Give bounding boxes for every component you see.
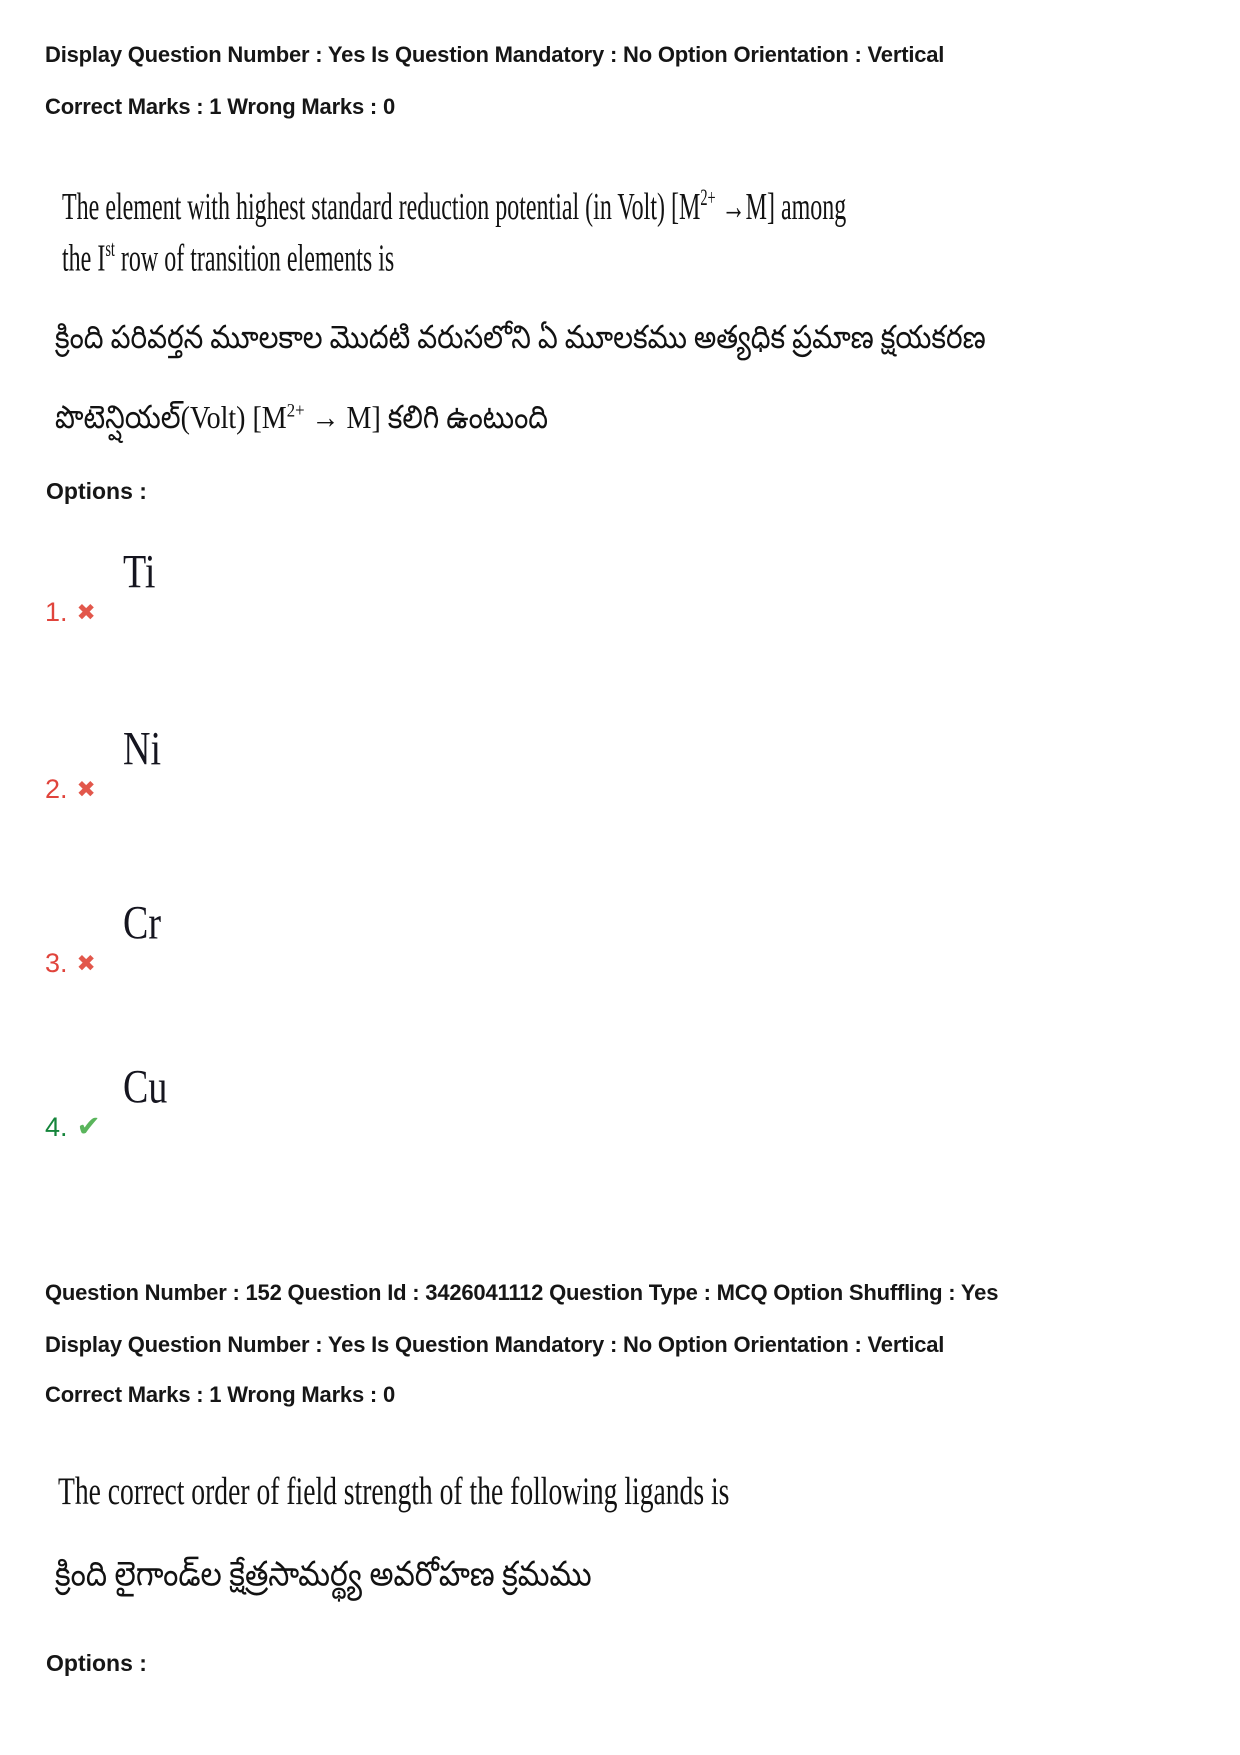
question-text-english (62, 182, 846, 284)
option-number: 1. (45, 597, 68, 627)
option-number: 4. (45, 1112, 68, 1142)
question-text-line (62, 182, 846, 233)
question-text-segment: row of transition elements is (114, 237, 395, 280)
superscript-text: 2+ (700, 184, 716, 211)
option-number: 2. (45, 774, 68, 804)
cross-icon: ✖ (76, 776, 96, 802)
option-3 (45, 896, 161, 979)
question-meta-line: Correct Marks : 1 Wrong Marks : 0 (45, 94, 395, 119)
option-4 (45, 1060, 167, 1143)
question-meta-line: Display Question Number : Yes Is Question Mandatory : No Option Orientation : Vertical (45, 1332, 945, 1357)
question-text-english: The correct order of field strength of the following ligands is (58, 1470, 730, 1513)
option-value: Ni (123, 723, 161, 776)
question-text-segment: → M] కలిగి ఉంటుంది (304, 400, 549, 437)
question-meta-line: Display Question Number : Yes Is Question Mandatory : No Option Orientation : Vertical (45, 42, 945, 67)
option-1 (45, 545, 155, 628)
option-number: 3. (45, 948, 68, 978)
options-label: Options : (46, 478, 147, 504)
option-value: Cu (123, 1061, 168, 1114)
option-2 (45, 722, 161, 805)
question-meta-line: Question Number : 152 Question Id : 3426041112 Question Type : MCQ Option Shuffling : Yes (45, 1280, 999, 1305)
question-text-segment: →M] among (715, 185, 847, 229)
options-label: Options : (46, 1650, 147, 1676)
question-text-segment: The element with highest standard reduction potential (in Volt) [M (62, 185, 701, 229)
option-value: Cr (123, 897, 161, 950)
check-icon: ✔ (76, 1111, 101, 1143)
cross-icon: ✖ (76, 599, 96, 625)
cross-icon: ✖ (76, 950, 96, 976)
option-value: Ti (123, 546, 156, 599)
question-text-segment: పొటెన్షియల్(Volt) [M (55, 400, 287, 437)
question-text-telugu: క్రింది లైగాండ్‌ల క్షేత్రసామర్థ్య అవరోహణ క్రమము (55, 1555, 592, 1594)
question-text-telugu (55, 396, 548, 442)
superscript-text: st (105, 235, 115, 262)
superscript-text: 2+ (286, 399, 305, 421)
question-text-segment: the I (62, 237, 106, 280)
question-text-line (62, 233, 846, 284)
question-meta-line: Correct Marks : 1 Wrong Marks : 0 (45, 1382, 395, 1407)
question-text-telugu: క్రింది పరివర్తన మూలకాల మొదటి వరుసలోని ఏ మూలకము అత్యధిక ప్రమాణ క్షయకరణ (55, 320, 986, 357)
